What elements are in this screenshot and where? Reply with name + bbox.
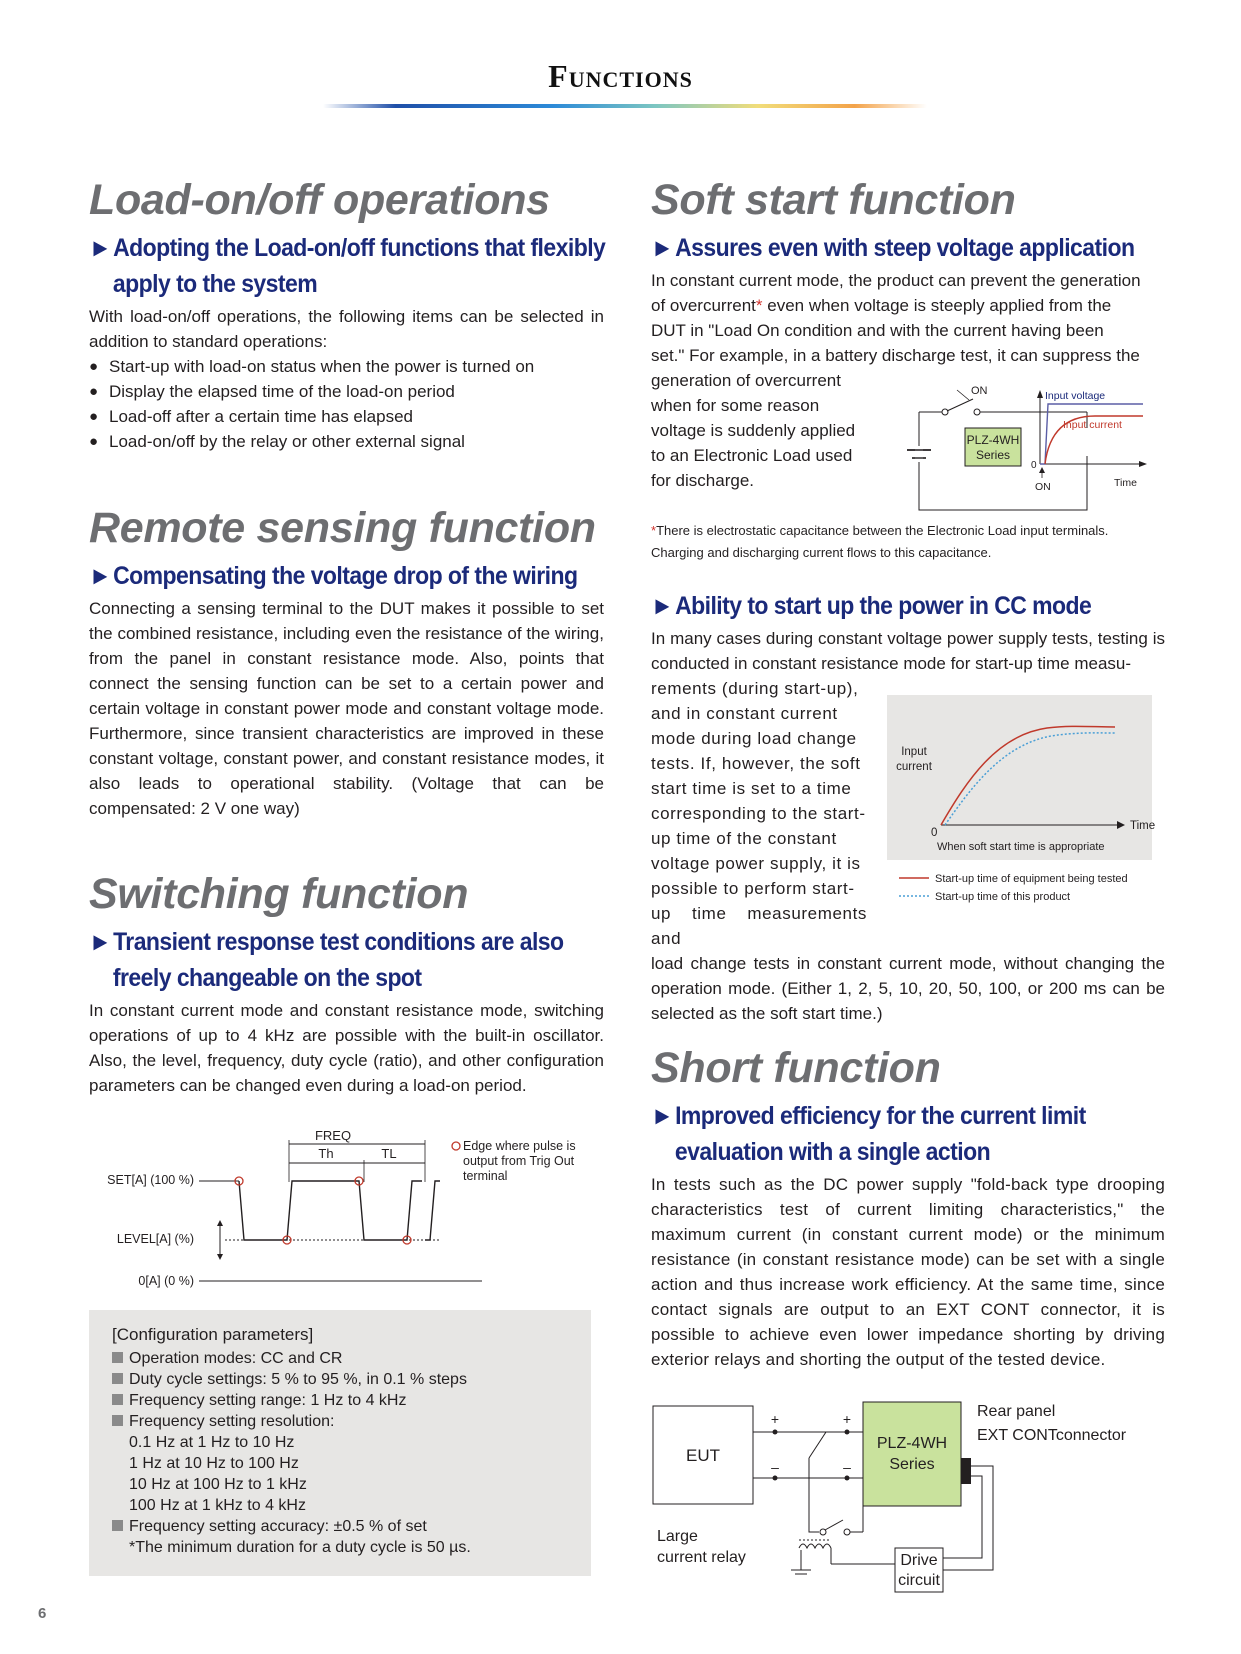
on-label: ON (1035, 481, 1051, 493)
input-voltage-label: Input voltage (1045, 390, 1106, 402)
level-label: LEVEL[A] (%) (116, 1232, 194, 1246)
switching-waveform-diagram (89, 1122, 599, 1292)
config-item: Duty cycle settings: 5 % to 95 %, in 0.1 % steps (112, 1369, 471, 1390)
feature-list (89, 354, 604, 454)
section-title: Soft start function (651, 176, 1016, 224)
ext-cont-connector-icon (961, 1458, 971, 1484)
graph-ylabel: Input (901, 746, 927, 758)
section-title: Remote sensing function (89, 504, 596, 552)
relay-switch-icon (825, 1520, 843, 1530)
triangle-bullet-icon: ► (89, 928, 112, 956)
device-label: Series (975, 448, 1011, 462)
legend-text: output from Trig Out (463, 1154, 575, 1168)
on-label: ON (971, 386, 988, 397)
relay-coil-icon (799, 1544, 831, 1548)
section-short (651, 1044, 1165, 1372)
relay-label: Large (657, 1528, 698, 1545)
short-function-diagram (651, 1398, 1171, 1598)
soft-start-circuit-diagram (895, 386, 1170, 514)
time-label: Time (1114, 477, 1137, 489)
page-header-title: Functions (548, 58, 693, 94)
section-subtitle: ►Improved efficiency for the current limit evaluation with a single action (651, 1102, 1086, 1166)
triangle-bullet-icon: ► (651, 592, 674, 620)
legend-text: Start-up time of this product (935, 891, 1071, 903)
section-remote-sensing (89, 504, 604, 821)
config-subitem: 100 Hz at 1 kHz to 4 kHz (129, 1497, 306, 1514)
config-footnote: *The minimum duration for a duty cycle is 50 µs. (129, 1539, 471, 1556)
section-subtitle: ►Ability to start up the power in CC mode (651, 592, 1092, 620)
triangle-bullet-icon: ► (651, 1102, 674, 1130)
graph-ylabel: current (896, 761, 932, 773)
graph-zero: 0 (1031, 460, 1037, 471)
config-subitem: 1 Hz at 10 Hz to 100 Hz (129, 1455, 299, 1472)
plus-sign: + (770, 1411, 780, 1427)
set-label: SET[A] (100 %) (107, 1173, 194, 1187)
triangle-bullet-icon: ► (89, 234, 112, 262)
list-item: ● Load-off after a certain time has elapsed (89, 404, 604, 429)
soft-start-time-graph (887, 695, 1159, 905)
section-subtitle: ►Adopting the Load-on/off functions that flexibly apply to the system (89, 234, 606, 298)
pulse-waveform (239, 1181, 422, 1240)
eut-label: EUT (686, 1446, 720, 1465)
section-intro: With load-on/off operations, the following items can be selected in addition to standard operations: (89, 307, 604, 351)
switch-icon (947, 399, 973, 411)
graph-zero: 0 (931, 827, 938, 839)
section-subtitle: ►Transient response test conditions are also freely changeable on the spot (89, 928, 564, 992)
section-title: Switching function (89, 870, 469, 918)
drive-label: circuit (898, 1572, 940, 1589)
graph-background (887, 695, 1152, 860)
legend-text: Edge where pulse is (463, 1139, 576, 1153)
square-bullet-icon (112, 1373, 123, 1384)
section-subtitle: ►Assures even with steep voltage application (651, 234, 1135, 262)
square-bullet-icon (112, 1352, 123, 1363)
device-label: PLZ-4WH (966, 433, 1020, 447)
section-body: In constant current mode, the product can prevent the generation of overcurrent* even when voltage is steeply applied from the DUT in "Load On condition and with the current having been set." For example, in a battery discharge test, it can suppress the generation of overcurrent when for some reason voltage is suddenly applied to an Electronic Load used for discharge. (651, 271, 1141, 490)
configuration-parameters-box (89, 1310, 591, 1576)
tl-label: TL (381, 1146, 397, 1161)
section-title: Load-on/off operations (89, 176, 550, 224)
config-heading: [Configuration parameters] (112, 1325, 314, 1344)
list-item: ● Display the elapsed time of the load-on period (89, 379, 604, 404)
soft-start-note: *There is electrostatic capacitance between the Electronic Load input terminals. Charging and discharging current flows to this capacitance. (651, 523, 1109, 560)
legend-text: Start-up time of equipment being tested (935, 873, 1128, 885)
square-bullet-icon (112, 1520, 123, 1531)
config-subitem: 10 Hz at 100 Hz to 1 kHz (129, 1476, 307, 1493)
edge-marker-icon (452, 1142, 460, 1150)
device-label: PLZ-4WH (876, 1435, 948, 1452)
square-bullet-icon (112, 1415, 123, 1426)
config-item: Frequency setting range: 1 Hz to 4 kHz (112, 1390, 471, 1411)
plz-4wh-device (863, 1402, 961, 1506)
zero-label: 0[A] (0 %) (138, 1274, 194, 1288)
legend-text: terminal (463, 1169, 508, 1183)
triangle-bullet-icon: ► (651, 234, 674, 262)
graph-time-label: Time (1130, 820, 1156, 832)
config-item: Operation modes: CC and CR (112, 1348, 471, 1369)
section-body: In constant current mode and constant resistance mode, switching operations of up to 4 kHz are possible with the built-in oscillator. Also, the level, frequency, duty cycle (ratio), and other configuration parameters can be changed even during a load-on period. (89, 1001, 604, 1095)
th-label: Th (318, 1146, 334, 1161)
input-current-label: Input current (1063, 419, 1122, 431)
rear-panel-label: Rear panel (977, 1403, 1056, 1420)
section-subtitle: ►Compensating the voltage drop of the wiring (89, 562, 578, 590)
section-body: In tests such as the DC power supply "fold-back type drooping characteristics test of current limiting characteristics," the maximum current (in constant current mode) or the minimum resistance (in constant resistance mode) can be set with a single action and thus increase work efficiency. At the same time, since contact signals are output to an EXT CONT connector, it is possible to achieve even lower impedance shorting by driving exterior relays and shorting the output of the tested device. (651, 1175, 1165, 1369)
header-gradient-rule (323, 104, 927, 108)
square-bullet-icon (112, 1394, 123, 1405)
list-item: ● Load-on/off by the relay or other external signal (89, 429, 604, 454)
section-switching (89, 870, 604, 1098)
page-number: 6 (38, 1605, 47, 1622)
config-item: Frequency setting accuracy: ±0.5 % of set (112, 1516, 471, 1537)
config-subitem: 0.1 Hz at 1 Hz to 10 Hz (129, 1434, 295, 1451)
graph-caption: When soft start time is appropriate (937, 841, 1105, 853)
section-load-onoff (89, 176, 604, 454)
device-label: Series (889, 1456, 935, 1473)
triangle-bullet-icon: ► (89, 562, 112, 590)
switch-contact-icon (942, 409, 948, 415)
section-body: Connecting a sensing terminal to the DUT makes it possible to set the combined resistance, including even the resistance of the wiring, from the panel in constant resistance mode. Also, points that connect the sensing function can be set to a certain power and certain voltage in constant power mode and constant voltage mode. Furthermore, since transient characteristics are improved in these constant voltage, constant power, and constant resistance modes, it also leads to operational stability. (Voltage that can be compensated: 2 V one way) (89, 599, 604, 818)
minus-sign: – (843, 1459, 851, 1475)
plus-sign: + (842, 1411, 852, 1427)
section-title: Short function (651, 1044, 941, 1092)
freq-label: FREQ (314, 1128, 352, 1143)
section-body: In many cases during constant voltage power supply tests, testing is conducted in constant resistance mode for start-up time measu- rements (during start-up), and in constant current mode during load change tests. If, however, the soft start time is set to a time corresponding to the start- up time of the constant voltage power supply, it is possible to perform start- up time measurements and load change tests in constant current mode, without changing the operation mode. (Either 1, 2, 5, 10, 20, 50, 100, or 200 ms can be selected as the soft start time.) (651, 629, 1165, 1023)
config-item: Frequency setting resolution: (112, 1411, 471, 1432)
relay-label: current relay (657, 1549, 746, 1566)
drive-label: Drive (900, 1552, 938, 1569)
list-item: ● Start-up with load-on status when the power is turned on (89, 354, 604, 379)
connector-label: EXT CONTconnector (977, 1427, 1127, 1444)
minus-sign: – (771, 1459, 779, 1475)
